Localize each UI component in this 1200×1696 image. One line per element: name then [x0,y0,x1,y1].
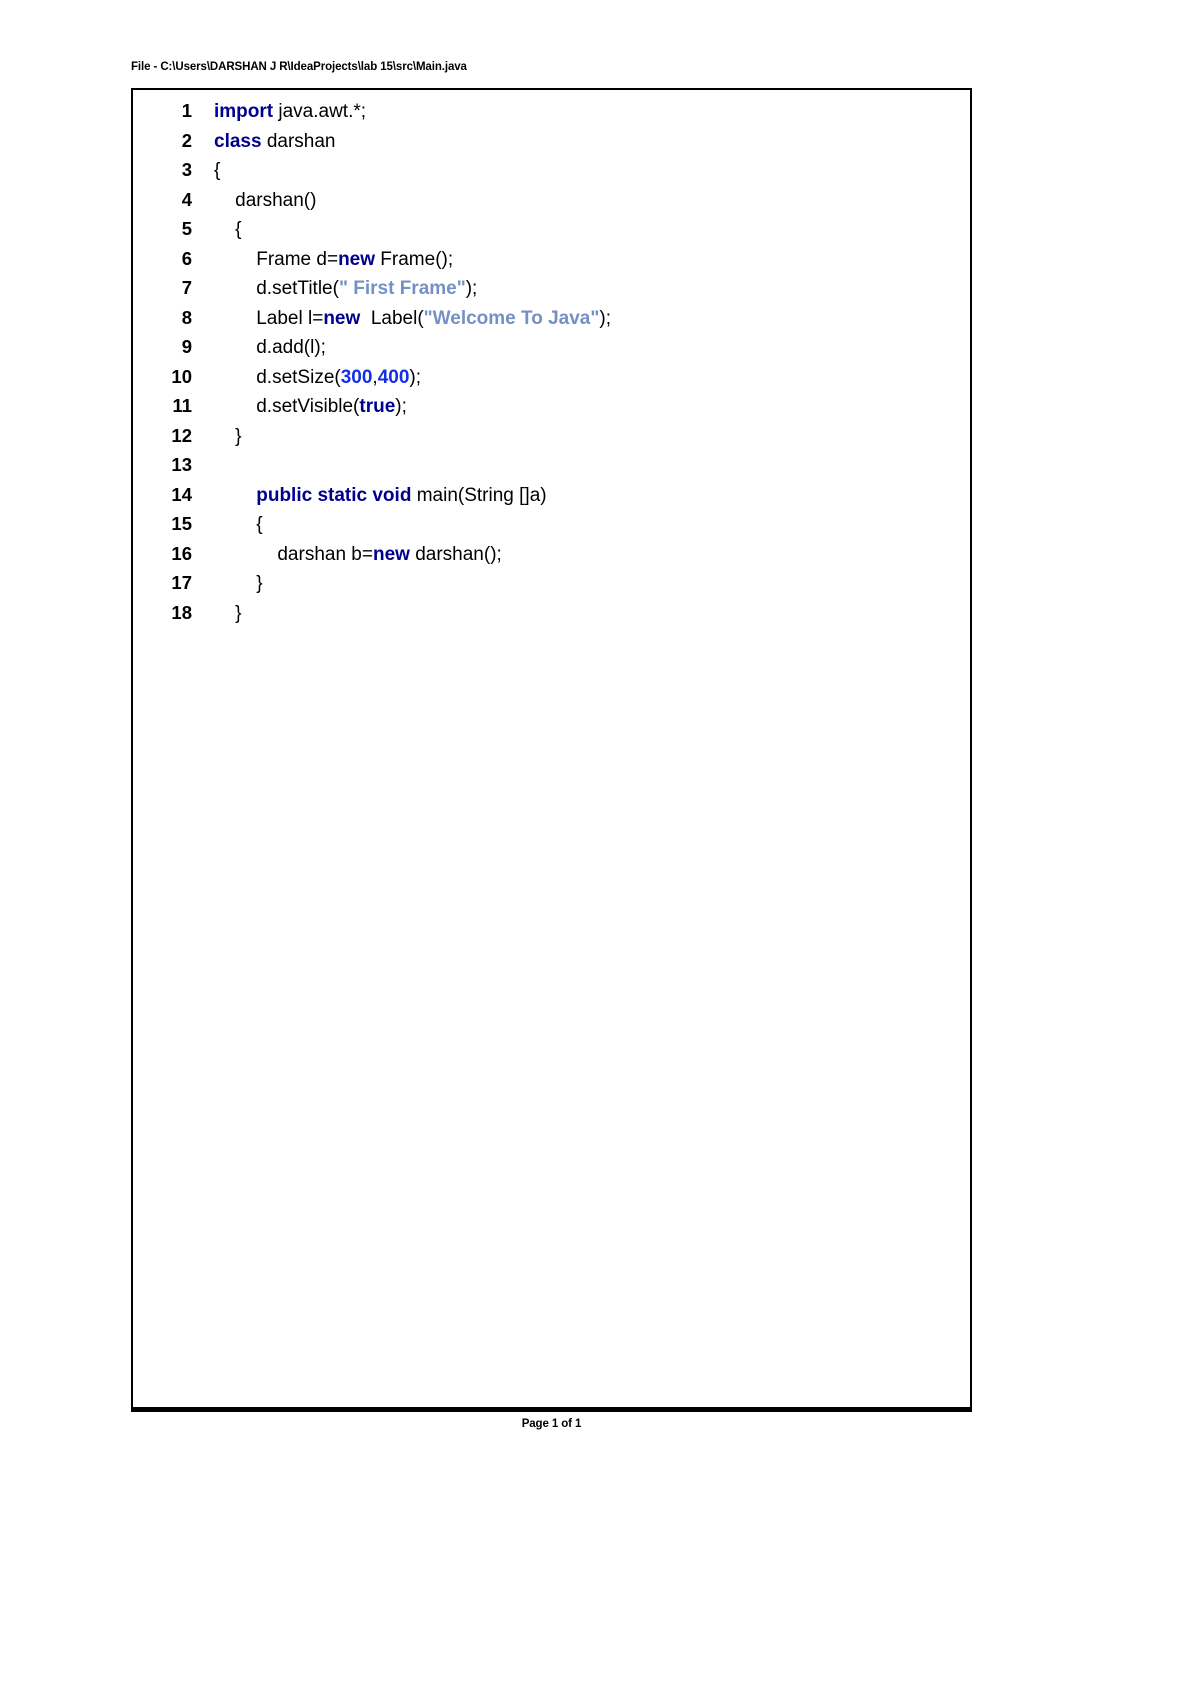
code-token-kw: class [214,130,262,152]
code-token-plain: } [256,573,263,594]
code-token-plain: main(String []a) [411,484,547,506]
code-token-plain: Frame(); [375,248,454,270]
line-code [214,481,970,511]
line-code [214,156,970,186]
code-token-plain: Label( [360,307,424,329]
line-code [214,540,970,570]
code-token-kw: public static void [256,484,412,506]
line-code [214,274,970,304]
code-line [133,391,970,421]
line-indent [214,190,235,211]
line-number: 11 [172,395,192,416]
line-code [214,363,970,393]
code-line [133,155,970,185]
line-number: 2 [181,129,192,151]
code-token-plain: darshan() [235,189,317,211]
line-code [214,127,970,157]
code-token-kw: new [338,248,376,270]
line-number: 9 [181,336,192,357]
line-code [214,97,970,127]
line-indent [214,308,256,329]
line-indent [214,249,256,270]
line-number: 18 [171,601,192,623]
code-token-plain: } [235,602,242,624]
line-number: 13 [171,454,192,475]
code-line [133,244,970,274]
code-line [133,568,970,598]
line-number: 12 [171,424,192,446]
code-token-plain: darshan b= [277,543,373,565]
line-number: 7 [181,277,192,298]
code-line [133,509,970,539]
code-listing-body [133,90,970,627]
line-number: 17 [171,572,192,593]
code-token-plain: ); [465,278,478,299]
code-token-plain: ); [395,396,407,417]
code-line [133,332,970,362]
line-code [214,422,970,452]
code-token-plain: ); [409,366,422,388]
line-code [214,569,970,599]
line-indent [214,514,256,535]
line-indent [214,337,256,358]
line-number: 6 [181,247,192,269]
code-token-kw: new [372,543,410,565]
line-code [214,186,970,216]
code-token-plain: d.setTitle( [256,278,339,299]
code-token-kw: import [214,101,274,122]
code-line [133,450,970,480]
code-token-plain: Frame d= [256,248,339,270]
code-line [133,273,970,303]
line-number: 14 [171,483,192,505]
code-token-str: " First Frame" [338,278,466,299]
code-line [133,362,970,392]
code-line [133,126,970,156]
line-indent [214,426,235,447]
code-listing-frame [131,88,972,1409]
line-number: 5 [181,218,192,239]
code-token-num: 300 [340,366,373,388]
line-code [214,333,970,363]
code-token-plain: d.setVisible( [256,396,360,417]
footer-divider [131,1409,972,1412]
code-line [133,303,970,333]
line-code [214,599,970,629]
line-indent [214,367,256,388]
code-token-plain: { [256,514,263,535]
line-indent [214,396,256,417]
code-token-num: 400 [377,366,410,388]
line-code [214,304,970,334]
line-number: 10 [171,365,192,387]
line-indent [214,219,235,240]
line-code [214,510,970,540]
code-token-plain: d.setSize( [256,366,341,388]
file-path-header: File - C:\Users\DARSHAN J R\IdeaProjects\lab 15\src\Main.java [131,61,467,73]
code-line [133,185,970,215]
line-number: 16 [171,542,192,564]
page-number-footer: Page 1 of 1 [521,1418,582,1430]
code-token-str: "Welcome To Java" [423,307,600,329]
code-token-kw: new [323,307,361,329]
line-code [214,392,970,422]
code-line [133,214,970,244]
code-token-plain: } [235,425,242,447]
line-number: 15 [171,513,192,534]
line-number: 3 [181,159,192,180]
line-indent [214,278,256,299]
line-code [214,245,970,275]
code-token-plain: d.add(l); [256,337,326,358]
code-token-plain: { [214,160,221,181]
code-token-plain: java.awt.*; [273,101,367,122]
code-line [133,539,970,569]
code-line [133,480,970,510]
line-number: 8 [181,306,192,328]
line-number: 1 [181,100,192,121]
code-token-plain: { [235,219,242,240]
line-number: 4 [181,188,192,210]
line-indent [214,603,235,624]
code-token-kw: true [359,396,396,417]
line-indent [214,485,256,506]
code-token-plain: darshan [261,130,336,152]
line-code [214,215,970,245]
code-token-plain: Label l= [256,307,324,329]
code-line [133,598,970,628]
code-line [133,421,970,451]
line-indent [214,544,277,565]
code-token-plain: ); [599,307,611,329]
line-indent [214,573,256,594]
code-token-plain: , [372,366,378,388]
code-token-plain: darshan(); [409,543,502,565]
code-line [133,96,970,126]
